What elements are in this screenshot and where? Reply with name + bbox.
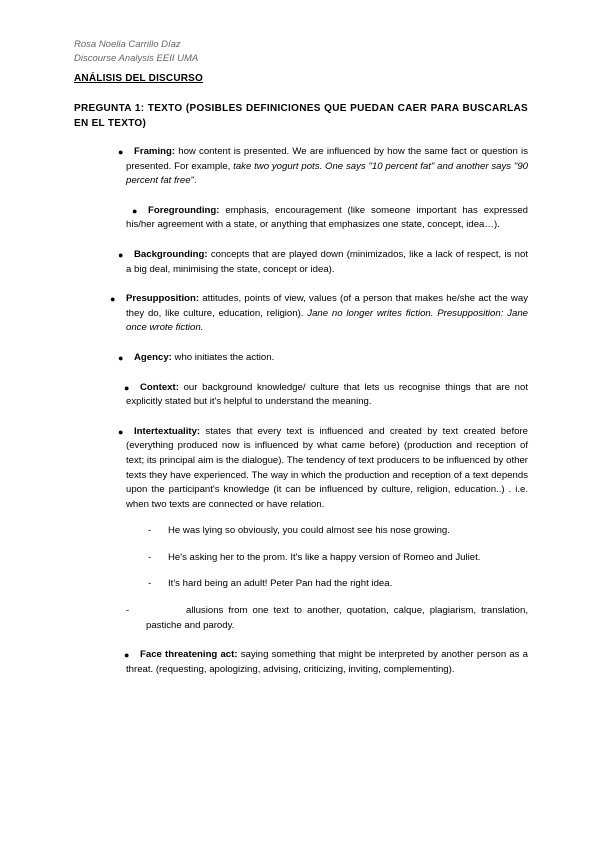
- bullet-icon: ●: [118, 249, 124, 260]
- course-name: Discourse Analysis EEII UMA: [74, 53, 199, 64]
- bullet-icon: ●: [118, 147, 124, 157]
- list-item-backgrounding: [74, 248, 528, 277]
- definition-presupposition: attitudes, points of view, values (of a person that makes he/she act the way they do, like culture, education, religion).: [126, 293, 528, 319]
- dash-marker: -: [126, 605, 130, 617]
- bullet-icon: ●: [110, 294, 116, 305]
- document-title: ANÁLISIS DEL DISCURSO: [74, 73, 204, 84]
- question-heading: PREGUNTA 1: TEXTO (POSIBLES DEFINICIONES QUE PUEDAN CAER PARA BUSCARLAS EN EL TEXTO): [74, 103, 528, 129]
- bullet-icon: ●: [118, 426, 124, 437]
- definition-backgrounding: concepts that are played down (minimizados, like a lack of respect, is not a big deal, minimising the state, concept or idea).: [126, 248, 528, 275]
- definition-framing: how content is presented. We are influenced by how the same fact or question is presented. For example,: [126, 146, 528, 172]
- example-text: It's hard being an adult! Peter Pan had the right idea.: [168, 578, 393, 590]
- list-item: [126, 577, 528, 592]
- definition-intertextuality: states that every text is influenced and created by text created before (everything produced now is influenced by what came before) (production and reception of text; its principal aim is the dialogue). The tendency of text producers to be influenced by other texts they have experienced. The way in which the production and reception of a text depends upon the participant's knowledge (it can be influenced by culture, religion, education..) . i.e. when two texts are connected or have relation.: [126, 425, 528, 510]
- intertextuality-examples: [126, 524, 528, 633]
- list-item-face-threatening-act: [74, 648, 528, 677]
- bullet-icon: ●: [124, 382, 130, 393]
- dash-marker: -: [148, 525, 152, 537]
- bullet-icon: ●: [132, 205, 138, 216]
- term-agency: Agency:: [134, 351, 172, 363]
- definition-foregrounding: emphasis, encouragement (like someone important has expressed his/her agreement with a state, or anything that emphasizes one state, concept, idea…).: [126, 204, 528, 231]
- definition-face-threatening-act: saying something that might be interpreted by another person as a threat. (requesting, apologizing, advising, criticizing, inviting, complementing).: [126, 649, 528, 675]
- term-context: Context:: [140, 381, 179, 393]
- list-item-foregrounding: [74, 204, 528, 233]
- page-header: [74, 38, 198, 66]
- list-item-presupposition: [74, 292, 528, 336]
- definition-framing-end: .: [193, 175, 197, 187]
- list-item-framing: [74, 145, 528, 189]
- example-text: He's asking her to the prom. It's like a happy version of Romeo and Juliet.: [168, 551, 481, 563]
- example-presupposition: Jane no longer writes fiction. Presupposition: Jane once wrote fiction.: [126, 307, 528, 334]
- dash-marker: -: [148, 578, 152, 590]
- bullet-icon: ●: [118, 352, 124, 363]
- example-framing: take two yogurt pots. One says "10 percent fat" and another says "90 percent fat free": [126, 160, 528, 187]
- list-item-agency: [74, 351, 528, 366]
- term-framing: Framing:: [134, 146, 176, 157]
- term-backgrounding: Backgrounding:: [134, 248, 208, 260]
- dash-marker: -: [148, 551, 152, 563]
- list-item: [126, 551, 528, 566]
- definition-agency: who initiates the action.: [171, 351, 275, 363]
- term-face-threatening-act: Face threatening act:: [140, 649, 238, 661]
- list-item-intertextuality: [74, 425, 528, 634]
- term-intertextuality: Intertextuality:: [134, 425, 201, 437]
- term-presupposition: Presupposition:: [126, 293, 200, 305]
- list-item-context: [74, 381, 528, 410]
- definition-context: our background knowledge/ culture that lets us recognise things that are not explicitly stated but it's helpful to understand the meaning.: [126, 381, 528, 408]
- example-text: allusions from one text to another, quotation, calque, plagiarism, translation, pastiche and parody.: [146, 605, 528, 631]
- definitions-list: [74, 145, 528, 692]
- list-item: [126, 604, 528, 633]
- list-item: [126, 524, 528, 539]
- bullet-icon: ●: [124, 650, 130, 661]
- author-name: Rosa Noelia Carrillo Díaz: [74, 39, 181, 50]
- example-text: He was lying so obviously, you could almost see his nose growing.: [168, 525, 450, 537]
- term-foregrounding: Foregrounding:: [148, 204, 220, 216]
